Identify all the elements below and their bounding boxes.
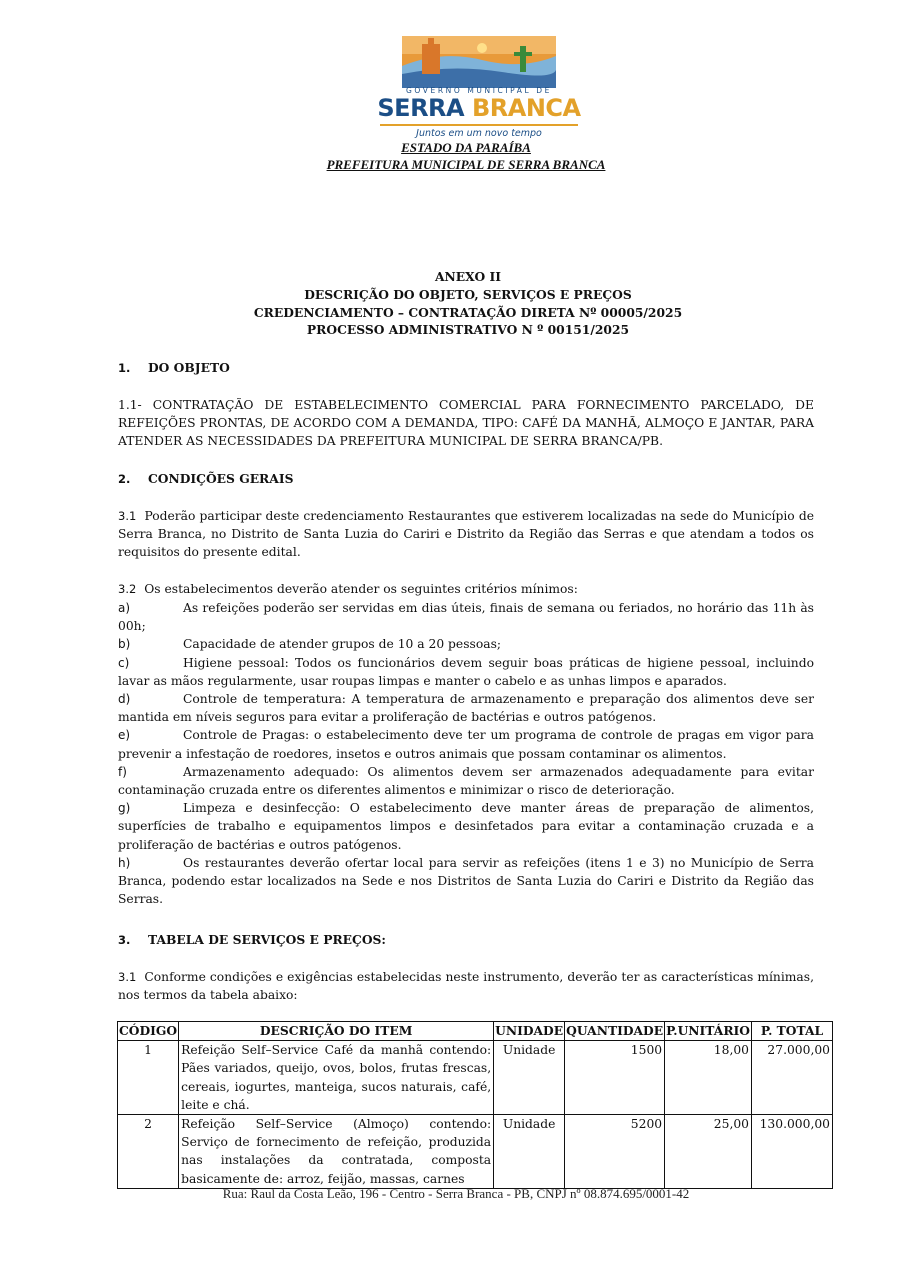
paragraph-number: 3.2 — [118, 582, 137, 596]
item-label: b) — [118, 637, 131, 652]
header-unit: UNIDADE — [494, 1022, 565, 1041]
title-line-1: DESCRIÇÃO DO OBJETO, SERVIÇOS E PREÇOS — [304, 287, 632, 302]
annex-title: ANEXO II — [435, 269, 501, 284]
footer-address: Rua: Raul da Costa Leão, 196 - Centro - Serra Branca - PB, CNPJ nº 08.874.695/0001-42 — [222, 1186, 690, 1201]
header-description: DESCRIÇÃO DO ITEM — [179, 1022, 494, 1041]
section-1-paragraph: 1.1- CONTRATAÇÃO DE ESTABELECIMENTO COMERCIAL PARA FORNECIMENTO PARCELADO, DE REFEIÇÕES PRONTAS, DE ACORDO COM A DEMANDA, TIPO: CAFÉ DA MANHÃ, ALMOÇO E JANTAR, PARA ATENDER AS NECESSIDADES DA PREFEITURA MUNICIPAL DE SERRA BRANCA/PB. — [118, 398, 814, 449]
cell-total: 27.000,00 — [752, 1041, 833, 1115]
section-3-number: 3. — [118, 933, 131, 947]
cell-unit-price: 25,00 — [665, 1115, 752, 1189]
municipal-logo — [374, 36, 584, 140]
header-unit-price: P.UNITÁRIO — [665, 1022, 752, 1041]
cell-unit-price: 18,00 — [665, 1041, 752, 1115]
item-label: e) — [118, 728, 131, 743]
logo-city-name — [374, 93, 584, 123]
table-row — [118, 1115, 833, 1189]
criteria-item-b — [118, 635, 814, 653]
criteria-item-d — [118, 690, 814, 726]
criteria-item-g — [118, 799, 814, 854]
title-line-3: PROCESSO ADMINISTRATIVO N º 00151/2025 — [306, 322, 630, 337]
section-2-title: CONDIÇÕES GERAIS — [148, 471, 294, 486]
item-text: Controle de Pragas: o estabelecimento deve ter um programa de controle de pragas em vigor para prevenir a infestação de roedores, insetos e outros animais que possam contaminar os alimentos. — [118, 728, 814, 761]
section-2-paragraph-3-2 — [118, 580, 814, 598]
item-label: c) — [118, 655, 130, 670]
logo-name-branca: BRANCA — [471, 94, 581, 122]
cell-code: 2 — [118, 1115, 179, 1189]
services-price-table — [117, 1021, 833, 1189]
header-prefecture: PREFEITURA MUNICIPAL DE SERRA BRANCA — [326, 157, 606, 172]
criteria-item-h — [118, 854, 814, 909]
paragraph-number: 3.1 — [118, 970, 137, 984]
item-label: f) — [118, 764, 127, 779]
cell-unit: Unidade — [494, 1115, 565, 1189]
city-skyline-logo-icon — [402, 36, 556, 88]
header-state: ESTADO DA PARAÍBA — [401, 140, 531, 155]
item-text: Higiene pessoal: Todos os funcionários devem seguir boas práticas de higiene pessoal, incluindo lavar as mãos regularmente, usar roupas limpas e manter o cabelo e as unhas limpos e aparados. — [118, 655, 814, 688]
section-3-paragraph-3-1 — [118, 968, 814, 1004]
cell-description: Refeição Self–Service Café da manhã contendo: Pães variados, queijo, ovos, bolos, frutas frescas, cereais, iogurtes, manteiga, sucos naturais, café, leite e chá. — [179, 1041, 494, 1115]
section-3-heading — [118, 932, 386, 947]
table-header-row — [118, 1022, 833, 1041]
criteria-item-f — [118, 763, 814, 799]
header-total: P. TOTAL — [752, 1022, 833, 1041]
criteria-item-e — [118, 726, 814, 762]
section-1-number: 1. — [118, 361, 131, 375]
item-label: d) — [118, 692, 131, 707]
item-text: Armazenamento adequado: Os alimentos devem ser armazenados adequadamente para evitar contaminação cruzada entre os diferentes alimentos e minimizar o risco de deterioração. — [118, 764, 814, 798]
cell-unit: Unidade — [494, 1041, 565, 1115]
item-text: Limpeza e desinfecção: O estabelecimento deve manter áreas de preparação de alimentos, superfícies de trabalho e equipamentos limpos e desinfetados para evitar a contaminação cruzada e a proliferação de bactérias e outros patógenos. — [118, 801, 814, 852]
cell-description: Refeição Self–Service (Almoço) contendo: Serviço de fornecimento de refeição, produzida nas instalações da contratada, composta basicamente de: arroz, feijão, massas, carnes — [179, 1115, 494, 1189]
section-2-heading — [118, 471, 293, 486]
section-1-heading — [118, 360, 230, 375]
item-label: h) — [118, 855, 131, 870]
item-text: Capacidade de atender grupos de 10 a 20 pessoas; — [183, 637, 502, 652]
criteria-item-a — [118, 599, 814, 635]
logo-divider — [380, 124, 578, 126]
item-label: g) — [118, 801, 131, 816]
logo-name-serra: SERRA — [377, 94, 465, 122]
section-2-number: 2. — [118, 472, 131, 486]
cell-code: 1 — [118, 1041, 179, 1115]
section-1-title: DO OBJETO — [148, 360, 230, 375]
item-text: As refeições poderão ser servidas em dias úteis, finais de semana ou feriados, no horário das 11h às 00h; — [118, 601, 814, 634]
cell-total: 130.000,00 — [752, 1115, 833, 1189]
header-quantity: QUANTIDADE — [565, 1022, 665, 1041]
paragraph-text: Conforme condições e exigências estabelecidas neste instrumento, deverão ter as características mínimas, nos termos da tabela abaixo: — [118, 970, 814, 1003]
section-2-paragraph-3-1 — [118, 507, 814, 562]
paragraph-number: 3.1 — [118, 509, 137, 523]
item-label: a) — [118, 601, 131, 615]
header-code: CÓDIGO — [118, 1022, 179, 1041]
title-line-2: CREDENCIAMENTO – CONTRATAÇÃO DIRETA Nº 00005/2025 — [253, 305, 683, 320]
cell-quantity: 1500 — [565, 1041, 665, 1115]
paragraph-text: Os estabelecimentos deverão atender os seguintes critérios mínimos: — [144, 582, 578, 596]
criteria-item-c — [118, 654, 814, 690]
logo-top-text: GOVERNO MUNICIPAL DE — [405, 86, 553, 95]
paragraph-text: Poderão participar deste credenciamento Restaurantes que estiverem localizadas na sede do Município de Serra Branca, no Distrito de Santa Luzia do Cariri e Distrito da Região das Serras e que atendam a todos os requisitos do presente edital. — [118, 509, 814, 560]
item-text: Os restaurantes deverão ofertar local para servir as refeições (itens 1 e 3) no Município de Serra Branca, podendo estar localizados na Sede e nos Distritos de Santa Luzia do Cariri e Distrito da Região das Serras. — [118, 855, 814, 907]
logo-slogan: Juntos em um novo tempo — [416, 128, 542, 139]
cell-quantity: 5200 — [565, 1115, 665, 1189]
table-row — [118, 1041, 833, 1115]
criteria-list — [118, 599, 814, 908]
item-text: Controle de temperatura: A temperatura de armazenamento e preparação dos alimentos deve ser mantida em níveis seguros para evitar a proliferação de bactérias e outros patógenos. — [118, 692, 814, 725]
section-3-title: TABELA DE SERVIÇOS E PREÇOS: — [148, 932, 386, 947]
